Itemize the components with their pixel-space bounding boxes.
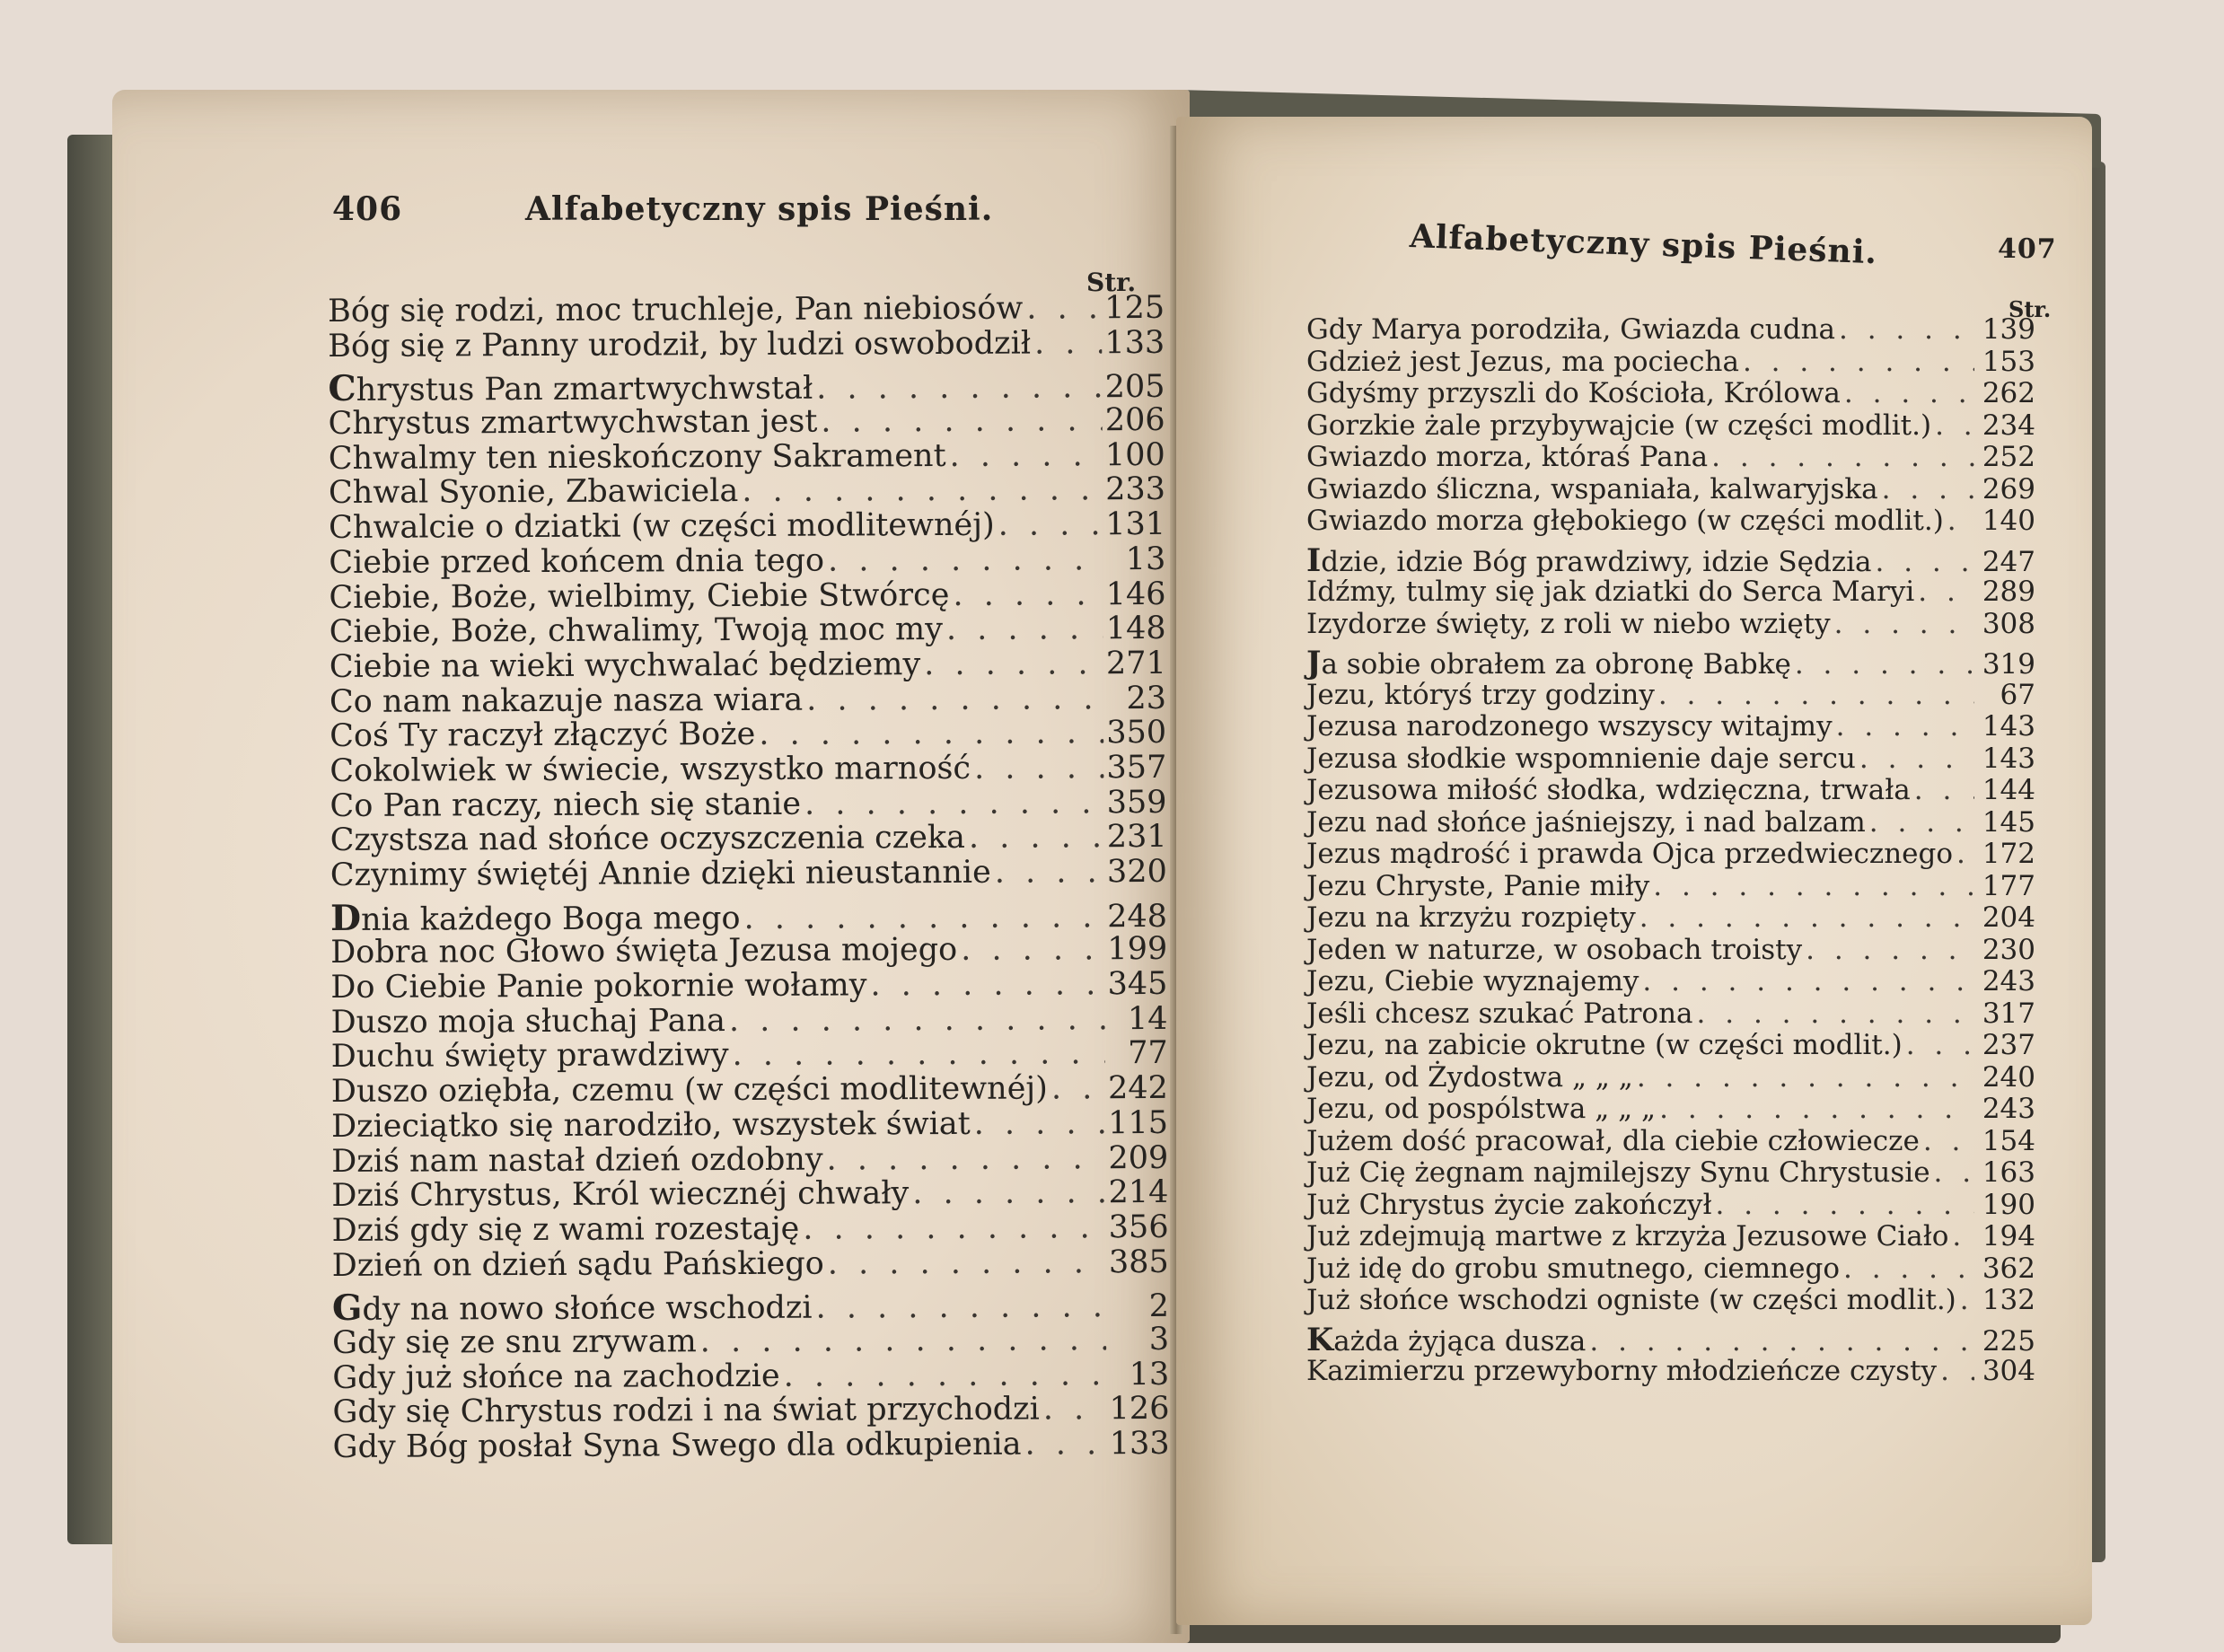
index-entry bbox=[330, 646, 1166, 685]
page-number: 406 bbox=[332, 190, 403, 228]
song-title: Jużem dość pracował, dla ciebie człowiecze bbox=[1306, 1124, 1920, 1157]
dot-leader bbox=[1953, 839, 1974, 871]
index-entry bbox=[1306, 935, 2035, 967]
song-page-number: 269 bbox=[1982, 472, 2035, 505]
dot-leader bbox=[965, 821, 1104, 856]
song-title: Jezu, od pospólstwa „ „ „ bbox=[1306, 1093, 1657, 1125]
index-entry bbox=[1306, 647, 2035, 680]
song-title: Gdy na nowo słońce wschodzi bbox=[331, 1287, 813, 1330]
index-entry bbox=[331, 1287, 1170, 1330]
index-entry bbox=[1306, 378, 2035, 410]
index-entry bbox=[1306, 1030, 2035, 1062]
dot-leader bbox=[957, 933, 1104, 968]
song-page-number: 237 bbox=[1982, 1029, 2035, 1061]
song-page-number: 172 bbox=[1982, 838, 2035, 870]
song-title: Idźmy, tulmy się jak dziatki do Serca Maryi bbox=[1306, 576, 1915, 608]
song-title: Dzieciątko się narodziło, wszystek świat bbox=[330, 1105, 971, 1145]
dot-leader bbox=[740, 900, 1104, 936]
song-title: Chwalmy ten nieskończony Sakrament bbox=[328, 437, 946, 477]
index-entry bbox=[1306, 871, 2035, 903]
song-title: Co nam nakazuje nasza wiara bbox=[329, 681, 804, 720]
index-entry bbox=[329, 542, 1165, 581]
index-entry bbox=[1306, 711, 2035, 743]
song-page-number: 205 bbox=[1104, 369, 1165, 406]
song-page-number: 144 bbox=[1982, 774, 2035, 806]
song-page-number: 214 bbox=[1108, 1174, 1169, 1211]
song-title: Już Chrystus życie zakończył bbox=[1306, 1188, 1712, 1221]
song-page-number: 143 bbox=[1982, 742, 2035, 775]
song-title: Jeśli chcesz szukać Patrona bbox=[1306, 997, 1693, 1030]
song-title: Duszo oziębła, czemu (w części modlitewnéj) bbox=[330, 1070, 1048, 1111]
index-entry bbox=[1306, 1190, 2035, 1222]
song-title: Dzień on dzień sądu Pańskiego bbox=[331, 1245, 824, 1284]
dot-leader bbox=[909, 1175, 1105, 1211]
dot-leader bbox=[799, 1210, 1105, 1246]
dot-leader bbox=[949, 577, 1103, 612]
dot-leader bbox=[1693, 998, 1974, 1031]
song-title: Jezus mądrość i prawda Ojca przedwiecznego bbox=[1306, 838, 1954, 870]
dot-leader bbox=[738, 473, 1103, 509]
index-entry bbox=[330, 932, 1167, 971]
song-page-number: 319 bbox=[1982, 648, 2035, 681]
dot-leader bbox=[1937, 1356, 1974, 1388]
index-entry bbox=[1306, 474, 2035, 506]
index-entry bbox=[1306, 680, 2035, 712]
song-page-number: 206 bbox=[1104, 401, 1165, 439]
dot-leader bbox=[1944, 505, 1974, 538]
index-entry bbox=[1306, 541, 2035, 579]
song-title: Gdyśmy przyszli do Kościoła, Królowa bbox=[1306, 377, 1841, 409]
song-page-number: 248 bbox=[1107, 898, 1168, 935]
song-page-number: 243 bbox=[1982, 965, 2035, 997]
dot-leader bbox=[812, 1289, 1106, 1325]
index-entry bbox=[1306, 347, 2035, 379]
song-title: Duszo moja słuchaj Pana bbox=[330, 1002, 726, 1041]
index-entry bbox=[330, 751, 1166, 789]
song-title: Duchu święty prawdziwy bbox=[330, 1037, 729, 1076]
index-entry bbox=[328, 291, 1165, 330]
song-page-number: 234 bbox=[1982, 409, 2035, 442]
song-page-number: 289 bbox=[1982, 576, 2035, 608]
dot-leader bbox=[1655, 680, 1974, 712]
song-title: Bóg się rodzi, moc truchleje, Pan niebiosów bbox=[327, 290, 1024, 330]
dot-leader bbox=[1914, 576, 1974, 609]
song-title: Jezu Chryste, Panie miły bbox=[1306, 869, 1650, 902]
song-title: Chrystus Pan zmartwychwstał bbox=[328, 368, 813, 410]
index-entry bbox=[330, 897, 1168, 939]
song-page-number: 317 bbox=[1982, 997, 2035, 1030]
dot-leader bbox=[1586, 1326, 1974, 1358]
song-page-number: 242 bbox=[1107, 1070, 1168, 1107]
song-page-number: 209 bbox=[1108, 1139, 1169, 1176]
index-entry bbox=[329, 403, 1165, 442]
dot-leader bbox=[1023, 291, 1102, 326]
song-index-list bbox=[328, 291, 1170, 1465]
song-page-number: 163 bbox=[1982, 1156, 2035, 1189]
index-entry bbox=[330, 716, 1166, 754]
song-page-number: 177 bbox=[1982, 869, 2035, 902]
index-entry bbox=[1306, 576, 2035, 609]
dot-leader bbox=[823, 1141, 1106, 1177]
song-page-number: 320 bbox=[1106, 853, 1167, 891]
index-entry bbox=[1306, 839, 2035, 871]
index-entry bbox=[329, 507, 1165, 546]
song-title: Jezu, na zabicie okrutne (w części modlit.) bbox=[1306, 1029, 1903, 1061]
song-title: Jeden w naturze, w osobach troisty bbox=[1306, 933, 1803, 966]
song-page-number: 153 bbox=[1982, 345, 2035, 378]
index-entry bbox=[330, 786, 1166, 824]
song-title: Już zdejmują martwe z krzyża Jezusowe Ciało bbox=[1306, 1220, 1949, 1252]
dot-leader bbox=[813, 371, 1102, 407]
dot-leader bbox=[1872, 547, 1974, 579]
index-entry bbox=[330, 681, 1166, 719]
song-page-number: 139 bbox=[1982, 313, 2035, 346]
song-title: Gorzkie żale przybywajcie (w części modlit.) bbox=[1306, 409, 1932, 442]
dot-leader bbox=[991, 855, 1104, 890]
song-title: Dziś nam nastał dzień ozdobny bbox=[331, 1141, 823, 1180]
index-entry bbox=[1306, 1062, 2035, 1094]
index-entry bbox=[1306, 1094, 2035, 1126]
song-page-number: 13 bbox=[1129, 1356, 1170, 1393]
song-title: Coś Ty raczył złączyć Boże bbox=[330, 716, 756, 755]
song-title: Gdzież jest Jezus, ma pociecha bbox=[1306, 345, 1739, 378]
index-entry bbox=[1306, 902, 2035, 935]
dot-leader bbox=[1636, 902, 1974, 935]
dot-leader bbox=[866, 967, 1104, 1003]
dot-leader bbox=[755, 716, 1103, 751]
dot-leader bbox=[1633, 1062, 1974, 1094]
song-title: Gdy Marya porodziła, Gwiazda cudna bbox=[1306, 313, 1836, 346]
dot-leader bbox=[920, 646, 1103, 682]
song-index-list bbox=[1306, 314, 2035, 1388]
song-page-number: 271 bbox=[1105, 645, 1166, 682]
song-title: Dobra noc Głowo święta Jezusa mojego bbox=[330, 932, 958, 971]
song-page-number: 143 bbox=[1982, 710, 2035, 743]
dot-leader bbox=[1920, 1126, 1974, 1158]
dot-leader bbox=[1712, 1190, 1975, 1222]
song-title: Gdy się Chrystus rodzi i na świat przychodzi bbox=[332, 1391, 1040, 1431]
index-entry bbox=[1306, 1253, 2035, 1286]
song-page-number: 230 bbox=[1982, 933, 2035, 966]
index-entry bbox=[332, 1244, 1169, 1283]
dot-leader bbox=[1911, 775, 1974, 807]
dot-leader bbox=[1048, 1071, 1105, 1106]
song-title: Kazimierzu przewyborny młodzieńcze czysty bbox=[1306, 1355, 1938, 1387]
song-title: Gdy Bóg posłał Syna Swego dla odkupienia bbox=[332, 1426, 1022, 1465]
index-entry bbox=[1306, 966, 2035, 998]
song-page-number: 133 bbox=[1109, 1425, 1170, 1463]
index-entry bbox=[330, 855, 1167, 893]
dot-leader bbox=[1831, 609, 1974, 641]
song-page-number: 14 bbox=[1127, 1000, 1168, 1037]
index-entry bbox=[1306, 998, 2035, 1031]
index-entry bbox=[332, 1322, 1169, 1361]
song-title: Jezusowa miłość słodka, wdzięczna, trwała bbox=[1306, 774, 1911, 806]
dot-leader bbox=[1739, 347, 1974, 379]
song-page-number: 125 bbox=[1104, 289, 1165, 327]
song-page-number: 77 bbox=[1128, 1035, 1168, 1072]
index-entry bbox=[330, 820, 1167, 858]
song-title: Każda żyjąca dusza bbox=[1306, 1321, 1587, 1358]
running-header: Alfabetyczny spis Pieśni. bbox=[1409, 217, 1878, 272]
song-page-number: 115 bbox=[1108, 1104, 1169, 1142]
index-entry bbox=[329, 472, 1165, 511]
dot-leader bbox=[1835, 314, 1974, 347]
song-page-number: 132 bbox=[1982, 1284, 2035, 1316]
page-number: 407 bbox=[1998, 233, 2057, 265]
index-entry bbox=[1306, 505, 2035, 538]
song-page-number: 356 bbox=[1108, 1208, 1169, 1246]
song-title: Ja sobie obrałem za obronę Babkę bbox=[1306, 645, 1791, 681]
dot-leader bbox=[1931, 410, 1974, 443]
song-title: Dnia każdego Boga mego bbox=[330, 897, 741, 939]
song-page-number: 146 bbox=[1105, 576, 1166, 612]
song-page-number: 23 bbox=[1126, 680, 1167, 716]
song-title: Dziś Chrystus, Król wiecznéj chwały bbox=[331, 1175, 910, 1215]
dot-leader bbox=[1040, 1393, 1107, 1428]
dot-leader bbox=[817, 403, 1102, 439]
song-title: Gwiazdo śliczna, wspaniała, kalwaryjska bbox=[1306, 472, 1878, 505]
song-page-number: 262 bbox=[1982, 377, 2035, 409]
dot-leader bbox=[729, 1037, 1105, 1074]
song-title: Ciebie przed końcem dnia tego bbox=[329, 542, 825, 581]
index-entry bbox=[332, 1358, 1169, 1396]
song-title: Co Pan raczy, niech się stanie bbox=[330, 786, 802, 824]
page-column-label: Str. bbox=[2009, 296, 2052, 322]
index-entry bbox=[331, 1106, 1168, 1145]
song-page-number: 240 bbox=[1982, 1060, 2035, 1094]
dot-leader bbox=[1878, 474, 1974, 506]
dot-leader bbox=[1708, 442, 1974, 474]
dot-leader bbox=[1031, 326, 1102, 361]
song-title: Ciebie, Boże, chwalimy, Twoją moc my bbox=[329, 611, 944, 651]
index-entry bbox=[331, 1210, 1168, 1249]
song-title: Już słońce wschodzi ogniste (w części modlit.) bbox=[1306, 1284, 1956, 1316]
song-page-number: 126 bbox=[1109, 1391, 1170, 1428]
index-entry bbox=[328, 368, 1165, 410]
dot-leader bbox=[824, 1245, 1106, 1281]
page-column-label: Str. bbox=[1086, 268, 1137, 297]
song-title: Gdy już słońce na zachodzie bbox=[332, 1358, 780, 1396]
song-title: Gdy się ze snu zrywam bbox=[332, 1323, 697, 1361]
dot-leader bbox=[725, 1002, 1105, 1039]
dot-leader bbox=[801, 786, 1104, 822]
dot-leader bbox=[1639, 966, 1974, 998]
song-title: Chwal Syonie, Zbawiciela bbox=[328, 473, 739, 512]
index-entry bbox=[329, 438, 1165, 477]
dot-leader bbox=[943, 611, 1103, 646]
song-page-number: 67 bbox=[2000, 678, 2035, 711]
song-page-number: 362 bbox=[1982, 1252, 2035, 1285]
index-entry bbox=[332, 1392, 1169, 1430]
left-page bbox=[112, 90, 1190, 1643]
song-page-number: 133 bbox=[1104, 324, 1165, 361]
song-page-number: 304 bbox=[1982, 1355, 2035, 1387]
dot-leader bbox=[803, 681, 1103, 717]
song-title: Jezusa słodkie wspomnienie daje sercu bbox=[1306, 742, 1856, 775]
song-page-number: 308 bbox=[1982, 607, 2035, 640]
dot-leader bbox=[824, 542, 1103, 578]
song-page-number: 13 bbox=[1125, 540, 1166, 577]
song-title: Już idę do grobu smutnego, ciemnego bbox=[1306, 1252, 1840, 1285]
index-entry bbox=[1306, 314, 2035, 347]
index-entry bbox=[1306, 1221, 2035, 1253]
song-page-number: 100 bbox=[1104, 436, 1165, 473]
song-title: Jezusa narodzonego wszyscy witajmy bbox=[1306, 710, 1833, 743]
song-page-number: 385 bbox=[1108, 1243, 1169, 1280]
song-title: Czynimy świętéj Annie dzięki nieustannie bbox=[330, 854, 991, 893]
song-title: Cokolwiek w świecie, wszystko marność bbox=[330, 750, 971, 789]
dot-leader bbox=[1649, 871, 1974, 903]
dot-leader bbox=[1956, 1285, 1974, 1317]
song-page-number: 145 bbox=[1982, 805, 2035, 839]
song-page-number: 231 bbox=[1106, 819, 1167, 856]
song-title: Jezu, Ciebie wyznajemy bbox=[1306, 965, 1639, 997]
dot-leader bbox=[1903, 1030, 1974, 1062]
dot-leader bbox=[1856, 743, 1974, 776]
song-page-number: 350 bbox=[1106, 715, 1167, 751]
song-title: Jezu, któryś trzy godziny bbox=[1306, 678, 1655, 711]
index-entry bbox=[331, 1175, 1168, 1214]
song-page-number: 194 bbox=[1982, 1220, 2035, 1252]
index-entry bbox=[1306, 1126, 2035, 1158]
song-page-number: 225 bbox=[1982, 1324, 2035, 1358]
dot-leader bbox=[971, 1106, 1105, 1141]
song-page-number: 204 bbox=[1982, 901, 2035, 934]
index-entry bbox=[1306, 609, 2035, 641]
dot-leader bbox=[1948, 1221, 1974, 1253]
index-entry bbox=[1306, 1356, 2035, 1388]
dot-leader bbox=[946, 438, 1103, 473]
index-entry bbox=[331, 1140, 1168, 1179]
dot-leader bbox=[995, 507, 1103, 542]
song-title: Gwiazdo morza, któraś Pana bbox=[1306, 441, 1709, 473]
index-entry bbox=[333, 1427, 1170, 1465]
song-title: Bóg się z Panny urodził, by ludzi oswobodził bbox=[328, 325, 1032, 365]
dot-leader bbox=[780, 1358, 1107, 1393]
song-title: Do Ciebie Panie pokornie wołamy bbox=[330, 967, 867, 1006]
song-title: Chrystus zmartwychwstan jest bbox=[328, 403, 818, 443]
dot-leader bbox=[1021, 1427, 1106, 1462]
song-page-number: 154 bbox=[1982, 1124, 2035, 1157]
index-entry bbox=[329, 576, 1165, 615]
song-title: Ciebie, Boże, wielbimy, Ciebie Stwórcę bbox=[329, 576, 950, 616]
song-page-number: 3 bbox=[1148, 1321, 1170, 1358]
song-title: Już Cię żegnam najmilejszy Synu Chrystusie bbox=[1306, 1156, 1930, 1189]
dot-leader bbox=[1840, 1253, 1974, 1286]
song-page-number: 247 bbox=[1982, 545, 2035, 578]
index-entry bbox=[1306, 1321, 2035, 1358]
open-book bbox=[67, 90, 2105, 1643]
index-entry bbox=[1306, 410, 2035, 443]
song-page-number: 131 bbox=[1105, 506, 1166, 543]
dot-leader bbox=[1866, 807, 1974, 839]
index-entry bbox=[330, 1002, 1167, 1041]
song-title: Idzie, idzie Bóg prawdziwy, idzie Sędzia bbox=[1306, 541, 1872, 579]
song-title: Jezu nad słońce jaśniejszy, i nad balzam bbox=[1306, 805, 1866, 839]
dot-leader bbox=[1802, 935, 1974, 967]
song-title: Czystsza nad słońce oczyszczenia czeka bbox=[330, 820, 966, 859]
index-entry bbox=[1306, 442, 2035, 474]
dot-leader bbox=[1930, 1157, 1974, 1190]
song-page-number: 190 bbox=[1982, 1188, 2035, 1221]
song-title: Gwiazdo morza głębokiego (w części modlit.) bbox=[1306, 505, 1944, 537]
song-page-number: 148 bbox=[1105, 611, 1166, 647]
song-page-number: 199 bbox=[1107, 931, 1168, 968]
index-entry bbox=[1306, 743, 2035, 776]
song-title: Izydorze święty, z roli w niebo wzięty bbox=[1306, 607, 1831, 640]
dot-leader bbox=[1791, 649, 1974, 681]
song-page-number: 357 bbox=[1106, 749, 1167, 786]
index-entry bbox=[331, 1071, 1168, 1110]
song-title: Dziś gdy się z wami rozestaję bbox=[331, 1210, 800, 1249]
running-header: Alfabetyczny spis Pieśni. bbox=[525, 190, 994, 228]
song-page-number: 2 bbox=[1148, 1288, 1170, 1325]
song-page-number: 233 bbox=[1105, 471, 1166, 508]
dot-leader bbox=[1656, 1094, 1974, 1126]
index-entry bbox=[331, 1036, 1168, 1075]
song-title: Jezu na krzyżu rozpięty bbox=[1306, 901, 1636, 934]
song-page-number: 252 bbox=[1982, 441, 2035, 473]
index-entry bbox=[1306, 1157, 2035, 1190]
index-entry bbox=[1306, 807, 2035, 839]
song-page-number: 345 bbox=[1107, 965, 1168, 1003]
dot-leader bbox=[971, 751, 1103, 786]
index-entry bbox=[1306, 1285, 2035, 1317]
song-page-number: 140 bbox=[1982, 505, 2035, 537]
song-title: Chwalcie o dziatki (w części modlitewnéj) bbox=[329, 506, 995, 547]
right-page bbox=[1176, 117, 2092, 1625]
song-page-number: 243 bbox=[1982, 1093, 2035, 1125]
index-entry bbox=[328, 326, 1165, 365]
song-page-number: 359 bbox=[1106, 784, 1167, 821]
song-title: Jezu, od Żydostwa „ „ „ bbox=[1306, 1060, 1633, 1094]
index-entry bbox=[1306, 775, 2035, 807]
index-entry bbox=[330, 611, 1166, 650]
dot-leader bbox=[1833, 711, 1974, 743]
song-title: Ciebie na wieki wychwalać będziemy bbox=[329, 646, 921, 685]
dot-leader bbox=[697, 1322, 1106, 1359]
dot-leader bbox=[1841, 378, 1974, 410]
index-entry bbox=[330, 967, 1167, 1006]
